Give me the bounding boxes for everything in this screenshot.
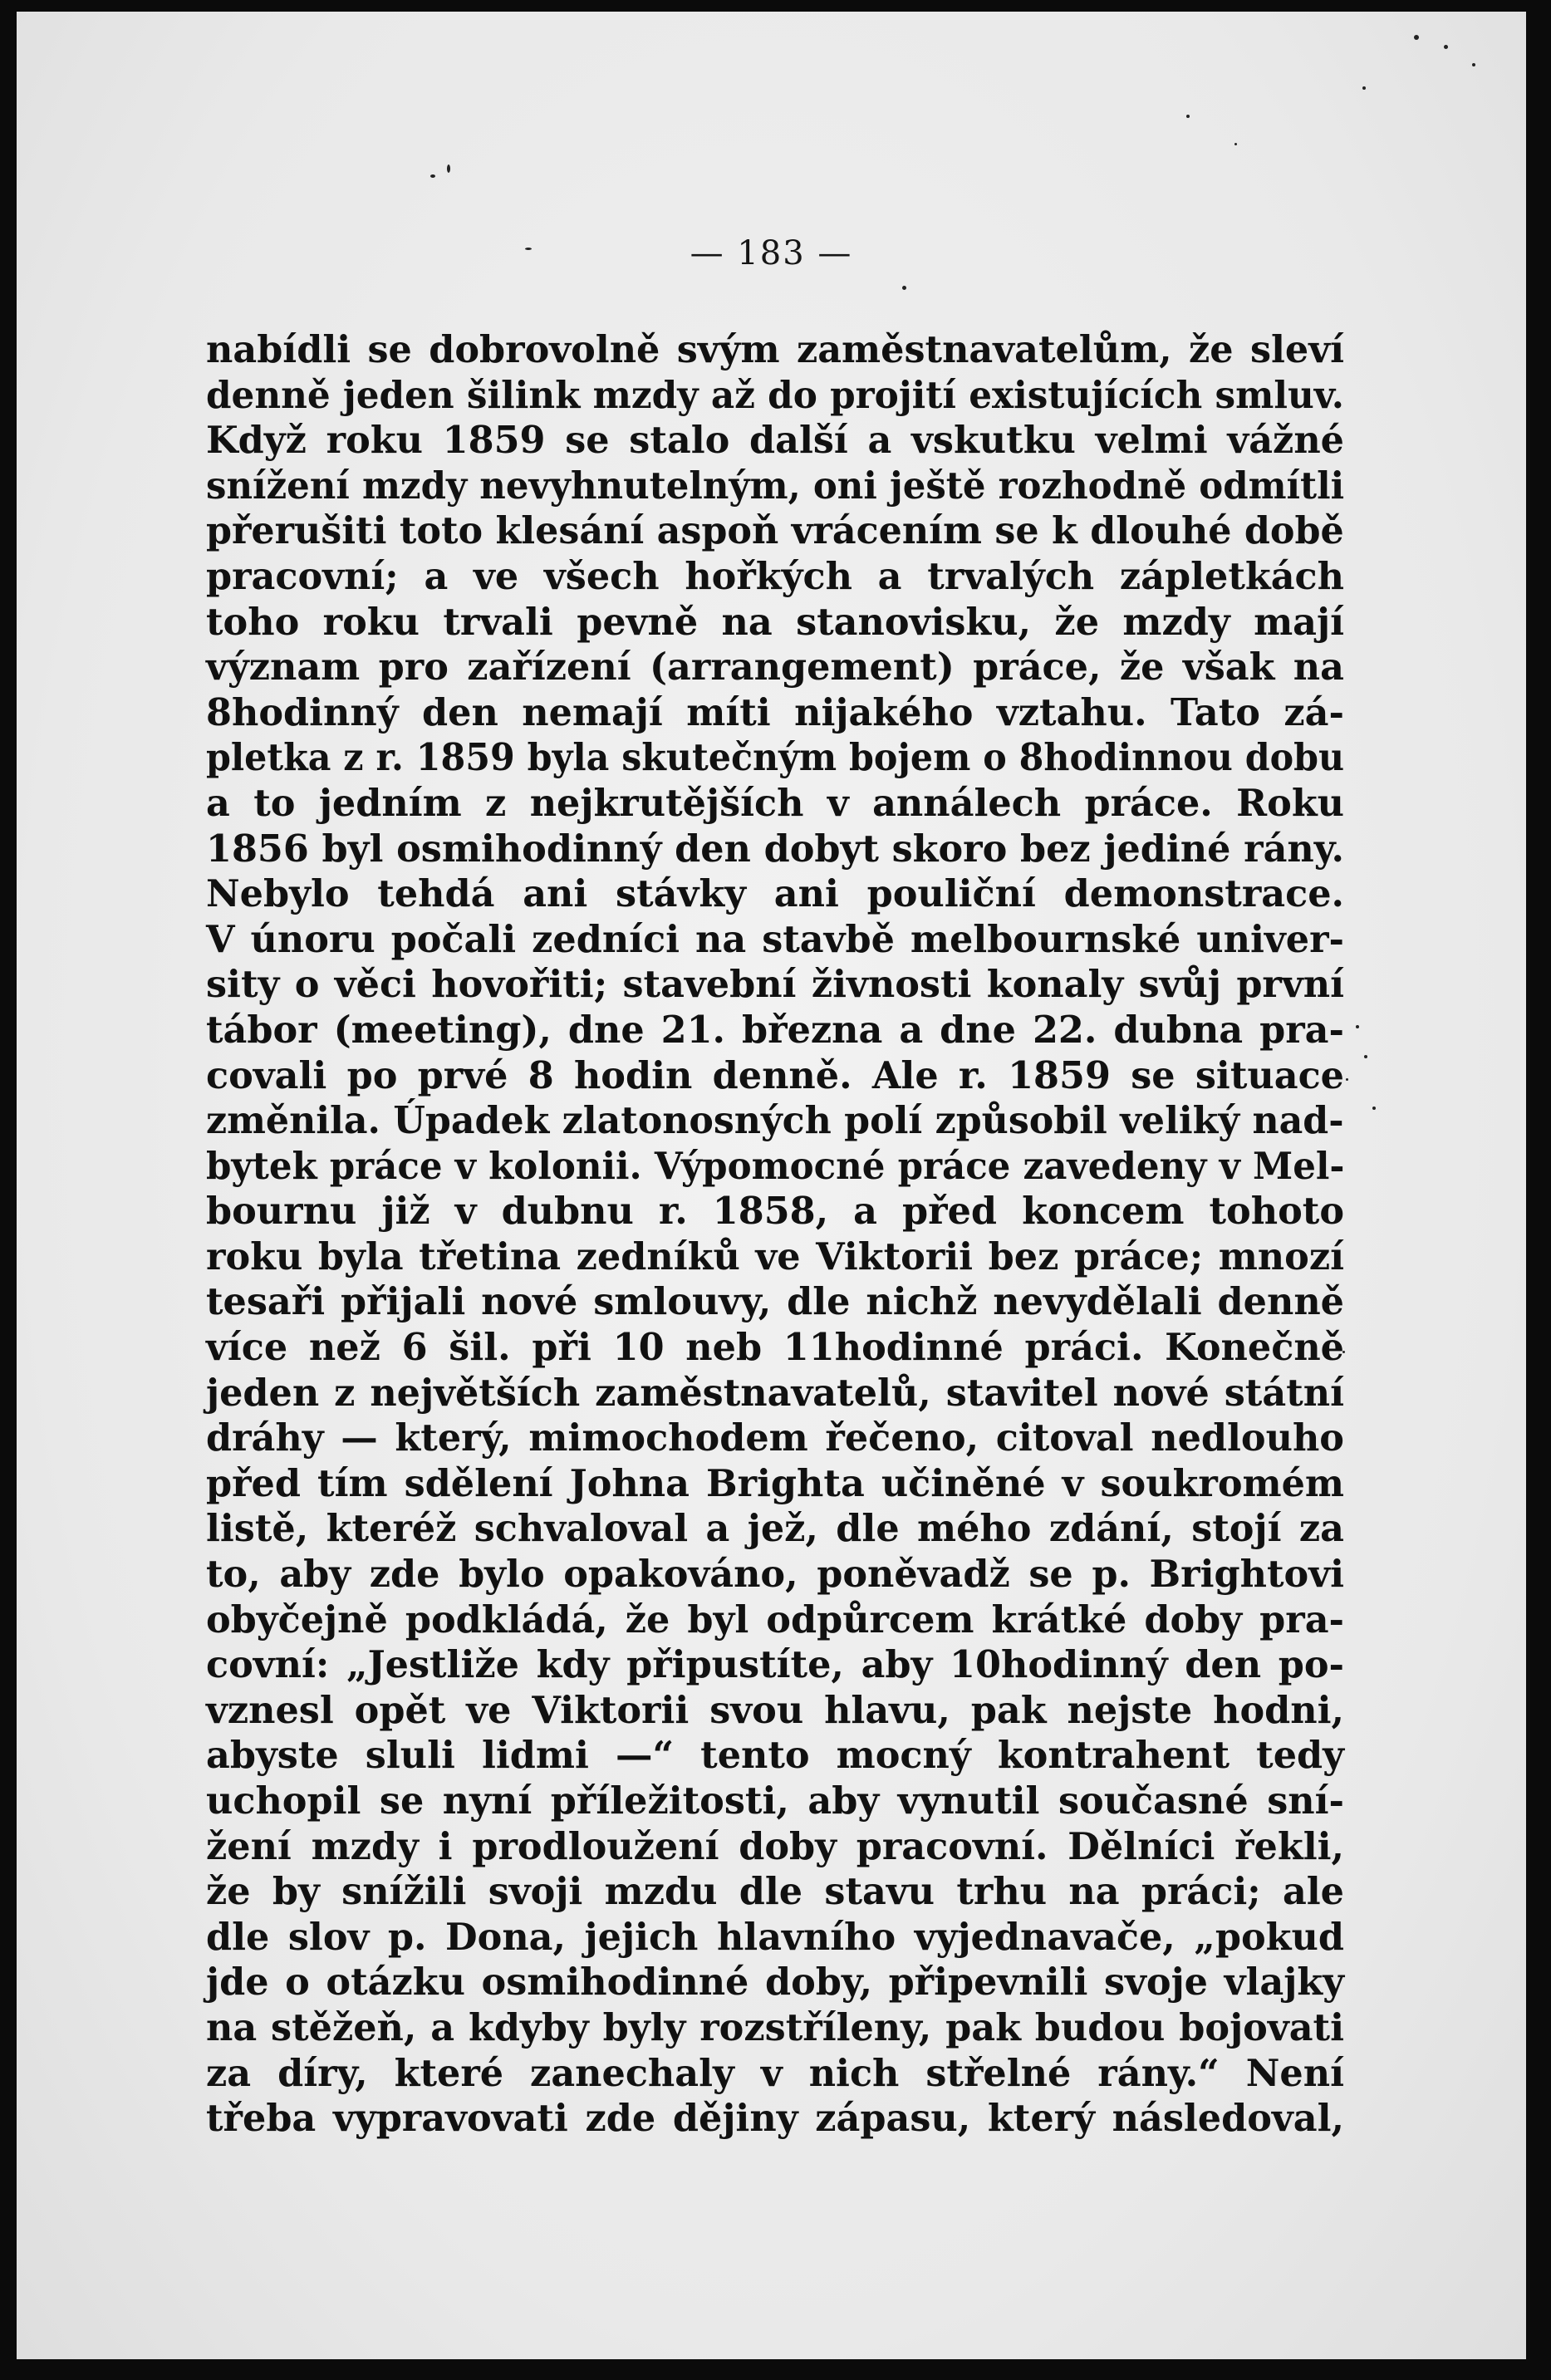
text-line: to, aby zde bylo opakováno, poněvadž se p. Brightovi: [206, 1553, 1344, 1597]
text-line: pracovní; a ve všech hořkých a trvalých zápletkách: [206, 554, 1344, 598]
text-line: 1856 byl osmihodinný den dobyt skoro bez jediné rány.: [206, 827, 1344, 871]
text-line: denně jeden šilink mzdy až do projití existujících smluv.: [206, 373, 1344, 417]
text-line: jeden z největších zaměstnavatelů, stavitel nové státní: [206, 1371, 1344, 1415]
print-speck: [1234, 143, 1237, 145]
text-line: Nebylo tehdá ani stávky ani pouliční demonstrace.: [206, 872, 1344, 916]
text-line: abyste sluli lidmi —“ tento mocný kontrahent tedy: [206, 1734, 1344, 1778]
text-line: pletka z r. 1859 byla skutečným bojem o 8hodinnou dobu: [206, 736, 1345, 780]
print-speck: [1346, 1078, 1348, 1081]
text-line: bournu již v dubnu r. 1858, a před koncem tohoto: [206, 1190, 1344, 1234]
print-speck: [1372, 1107, 1376, 1110]
text-line: více než 6 šil. při 10 neb 11hodinné práci. Konečně: [206, 1326, 1344, 1370]
text-line: tesaři přijali nové smlouvy, dle nichž nevydělali denně: [206, 1280, 1344, 1324]
print-speck: [430, 174, 435, 178]
text-line: a to jedním z nejkrutějších v annálech práce. Roku: [206, 781, 1344, 825]
text-line: žení mzdy i prodloužení doby pracovní. Dělníci řekli,: [206, 1824, 1344, 1868]
text-line: Když roku 1859 se stalo další a vskutku velmi vážné: [206, 419, 1344, 463]
text-line: třeba vypravovati zde dějiny zápasu, který následoval,: [206, 2097, 1344, 2141]
text-line: 8hodinný den nemají míti nijakého vztahu. Tato zá-: [206, 690, 1344, 734]
text-line: změnila. Úpadek zlatonosných polí způsobil veliký nad-: [206, 1099, 1344, 1143]
print-speck: [902, 286, 906, 290]
print-speck: [1414, 35, 1419, 40]
print-speck: [447, 164, 450, 173]
text-line: před tím sdělení Johna Brighta učiněné v soukromém: [206, 1461, 1344, 1505]
text-line: toho roku trvali pevně na stanovisku, že mzdy mají: [206, 600, 1344, 644]
print-speck: [1444, 45, 1448, 49]
text-line: na stěžeň, a kdyby byly rozstříleny, pak budou bojovati: [206, 2005, 1344, 2049]
text-line: jde o otázku osmihodinné doby, připevnili svoje vlajky: [206, 1960, 1344, 2005]
text-line: za díry, které zanechaly v nich střelné rány.“ Není: [206, 2051, 1344, 2095]
book-page: [17, 12, 1526, 2359]
text-line: bytek práce v kolonii. Výpomocné práce zavedeny v Mel-: [206, 1144, 1345, 1188]
text-line: roku byla třetina zedníků ve Viktorii bez práce; mnozí: [206, 1234, 1344, 1278]
print-speck: [1362, 86, 1366, 90]
print-speck: [1472, 63, 1475, 66]
text-line: nabídli se dobrovolně svým zaměstnavatelům, že sleví: [206, 328, 1344, 371]
body-text: [206, 327, 1344, 2142]
text-line: uchopil se nyní příležitosti, aby vynutil současné sní-: [206, 1779, 1344, 1823]
text-line: listě, kteréž schvaloval a jež, dle mého zdání, stojí za: [206, 1507, 1344, 1551]
text-line: dle slov p. Dona, jejich hlavního vyjednavače, „pokud: [206, 1915, 1344, 1959]
text-line: snížení mzdy nevyhnutelným, oni ještě rozhodně odmítli: [206, 464, 1345, 508]
text-line: význam pro zařízení (arrangement) práce, že však na: [206, 645, 1344, 689]
text-line: že by snížili svoji mzdu dle stavu trhu na práci; ale: [206, 1870, 1344, 1914]
text-line: covali po prvé 8 hodin denně. Ale r. 1859 se situace: [206, 1053, 1344, 1097]
text-line: V únoru počali zedníci na stavbě melbournské univer-: [206, 917, 1344, 961]
page-number: — 183 —: [690, 234, 853, 272]
print-speck: [1356, 1025, 1359, 1028]
text-line: vznesl opět ve Viktorii svou hlavu, pak nejste hodni,: [206, 1688, 1344, 1732]
print-speck: [1364, 1055, 1367, 1058]
text-line: přerušiti toto klesání aspoň vrácením se k dlouhé době: [206, 509, 1344, 553]
text-line: tábor (meeting), dne 21. března a dne 22. dubna pra-: [206, 1008, 1344, 1052]
text-line: obyčejně podkládá, že byl odpůrcem krátké doby pra-: [206, 1597, 1344, 1641]
text-line: dráhy — který, mimochodem řečeno, citoval nedlouho: [206, 1416, 1344, 1460]
print-speck: [1186, 115, 1190, 118]
text-line: sity o věci hovořiti; stavební živnosti konaly svůj první: [206, 963, 1344, 1007]
text-line: covní: „Jestliže kdy připustíte, aby 10hodinný den po-: [206, 1643, 1344, 1687]
